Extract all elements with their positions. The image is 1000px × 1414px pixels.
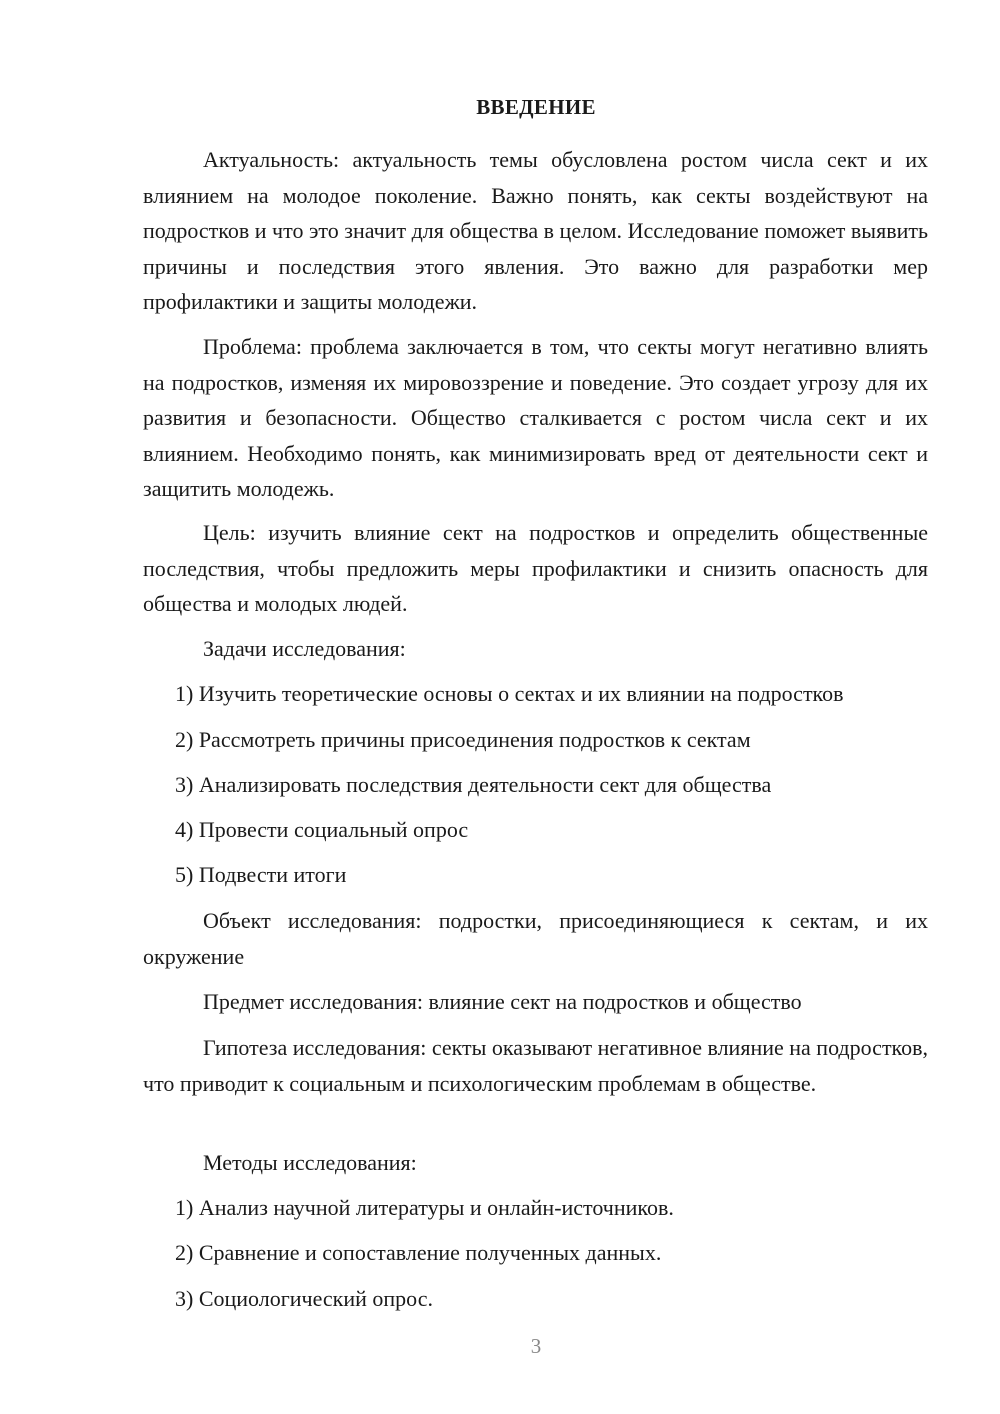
- methods-label: Методы исследования:: [203, 1150, 417, 1175]
- object-paragraph: Объект исследования: подростки, присоединяющиеся к сектам, и их окружение: [143, 908, 928, 969]
- method-item: 2) Сравнение и сопоставление полученных данных.: [175, 1240, 662, 1265]
- subject-paragraph: Предмет исследования: влияние сект на подростков и общество: [203, 989, 802, 1014]
- relevance-section: [143, 142, 928, 320]
- relevance-paragraph: Актуальность: актуальность темы обусловлена ростом числа сект и их влиянием на молодое поколение. Важно понять, как секты воздействуют на подростков и что это значит для общества в целом. Исследование поможет выявить причины и последствия этого явления. Это важно для разработки мер профилактики и защиты молодежи.: [143, 147, 928, 314]
- task-item: 5) Подвести итоги: [175, 862, 347, 887]
- tasks-label: Задачи исследования:: [203, 636, 406, 661]
- method-item: 3) Социологический опрос.: [175, 1286, 433, 1311]
- page-title: ВВЕДЕНИЕ: [476, 95, 596, 119]
- hypothesis-section: [143, 1030, 928, 1101]
- object-section: [143, 903, 928, 974]
- hypothesis-paragraph: Гипотеза исследования: секты оказывают негативное влияние на подростков, что приводит к социальным и психологическим проблемам в обществе.: [143, 1035, 929, 1096]
- page-number: 3: [530, 1334, 542, 1358]
- goal-paragraph: Цель: изучить влияние сект на подростков и определить общественные последствия, чтобы предложить меры профилактики и снизить опасность для общества и молодых людей.: [143, 520, 928, 616]
- task-item: 1) Изучить теоретические основы о сектах и их влиянии на подростков: [175, 681, 844, 706]
- task-item: 2) Рассмотреть причины присоединения подростков к сектам: [175, 727, 751, 752]
- method-item: 1) Анализ научной литературы и онлайн-источников.: [175, 1195, 674, 1220]
- goal-section: [143, 515, 928, 622]
- task-item: 4) Провести социальный опрос: [175, 817, 469, 842]
- task-item: 3) Анализировать последствия деятельности сект для общества: [175, 772, 772, 797]
- problem-section: [143, 329, 928, 507]
- problem-paragraph: Проблема: проблема заключается в том, что секты могут негативно влиять на подростков, изменяя их мировоззрение и поведение. Это создает угрозу для их развития и безопасности. Общество сталкивается с ростом числа сект и их влиянием. Необходимо понять, как минимизировать вред от деятельности сект и защитить молодежь.: [143, 334, 928, 501]
